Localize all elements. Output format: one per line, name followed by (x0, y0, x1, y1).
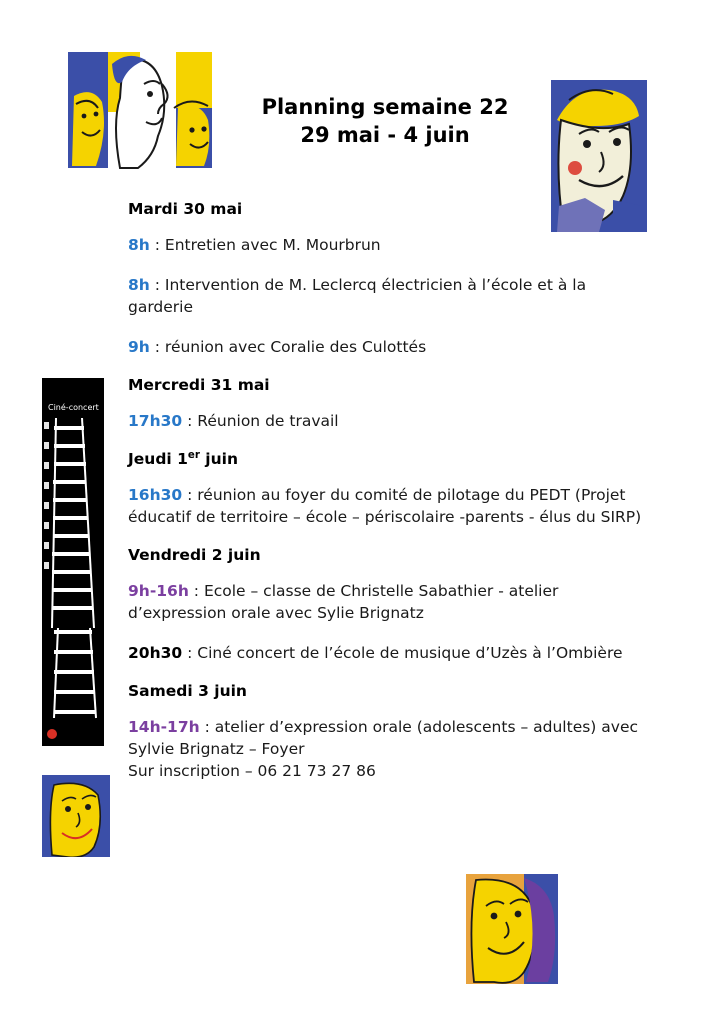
entry-text: atelier d’expression orale (adolescents – adultes) avec Sylvie Brignatz – Foyer (128, 718, 639, 759)
entry-time: 16h30 (128, 486, 183, 505)
day-heading-jeudi-sup: er (187, 450, 200, 461)
entry-separator: : (149, 236, 165, 254)
entry-separator: : (188, 582, 204, 601)
day-heading-vendredi: Vendredi 2 juin (128, 546, 261, 565)
entry-time: 9h-16h (128, 582, 189, 601)
schedule-entry (128, 234, 656, 256)
entry-time: 8h (128, 276, 150, 294)
schedule-entry (128, 642, 656, 664)
entry-text: Entretien avec M. Mourbrun (164, 236, 381, 254)
svg-text:Ciné-concert: Ciné-concert (48, 403, 99, 412)
entry-text: réunion au foyer du comité de pilotage du PEDT (Projet éducatif de territoire – école – périscolaire -parents - élus du SIRP) (128, 486, 642, 527)
entry-time: 9h (128, 338, 150, 356)
schedule-content (128, 200, 656, 800)
entry-text: Ciné concert de l’école de musique d’Uzès à l’Ombière (197, 644, 623, 663)
entry-note: Sur inscription – 06 21 73 27 86 (128, 762, 376, 781)
entry-separator: : (182, 644, 198, 663)
entry-time: 8h (128, 236, 150, 254)
day-heading-samedi: Samedi 3 juin (128, 682, 247, 701)
entry-separator: : (199, 718, 215, 737)
entry-separator: : (149, 338, 165, 356)
page-title (210, 93, 560, 150)
schedule-entry (128, 716, 656, 782)
entry-text: Ecole – classe de Christelle Sabathier - atelier d’expression orale avec Sylie Brignatz (128, 582, 559, 623)
schedule-entry (128, 336, 656, 358)
faces-illustration-top-left (66, 50, 214, 170)
schedule-entry (128, 274, 656, 318)
entry-text: Réunion de travail (197, 412, 339, 430)
day-heading-mercredi: Mercredi 31 mai (128, 376, 270, 394)
day-heading-jeudi-post: juin (199, 450, 238, 469)
entry-time: 17h30 (128, 412, 183, 430)
title-line-2: 29 mai - 4 juin (300, 123, 470, 148)
day-heading-jeudi-pre: Jeudi 1 (128, 450, 188, 469)
entry-separator: : (182, 486, 198, 505)
entry-separator: : (149, 276, 165, 294)
entry-time: 20h30 (128, 644, 183, 663)
entry-time: 14h-17h (128, 718, 200, 737)
day-heading-jeudi (128, 450, 656, 468)
entry-text: Intervention de M. Leclercq électricien à l’école et à la garderie (128, 276, 587, 316)
title-line-1: Planning semaine 22 (261, 95, 509, 119)
schedule-entry (128, 484, 656, 528)
face-illustration-bottom-left (42, 775, 110, 857)
entry-separator: : (182, 412, 198, 430)
film-strip-illustration (42, 378, 104, 746)
schedule-entry (128, 580, 656, 624)
face-illustration-bottom-center (466, 874, 558, 984)
schedule-entry (128, 410, 656, 432)
day-heading-mardi: Mardi 30 mai (128, 200, 243, 218)
entry-text: réunion avec Coralie des Culottés (164, 338, 427, 356)
